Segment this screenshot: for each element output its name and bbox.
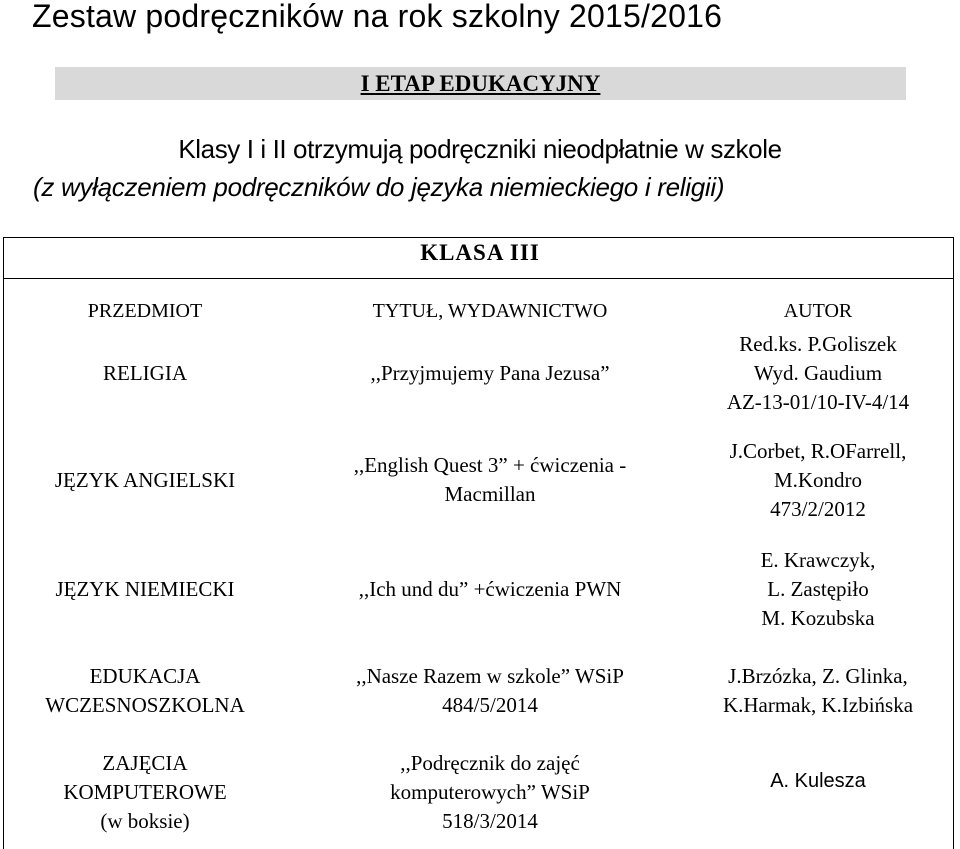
subject-line: RELIGIA: [103, 360, 187, 385]
title-line: komputerowych” WSiP: [390, 779, 590, 804]
author-line: A. Kulesza: [770, 769, 866, 792]
author-line: Wyd. Gaudium: [753, 360, 883, 385]
subject-line: EDUKACJA: [89, 664, 201, 688]
header-title-publisher: TYTUŁ, WYDAWNICTWO: [372, 299, 608, 322]
education-stage-heading: I ETAP EDUKACYJNY: [55, 67, 906, 100]
title-cell: [300, 435, 680, 525]
author-line: M. Kozubska: [761, 605, 875, 630]
author-cell: [680, 766, 956, 796]
title-line: ,,Podręcznik do zajęć: [400, 750, 580, 775]
author-cell: [680, 544, 956, 634]
table-divider: [3, 278, 954, 279]
author-cell: [680, 660, 956, 722]
subject-line: JĘZYK ANGIELSKI: [54, 467, 236, 492]
author-line: 473/2/2012: [770, 496, 866, 521]
header-author: AUTOR: [783, 299, 853, 322]
class-title: KLASA III: [420, 240, 540, 265]
author-line: K.Harmak, K.Izbińska: [722, 693, 914, 717]
subject-cell: [10, 328, 280, 418]
title-line: Macmillan: [444, 482, 536, 506]
author-line: Red.ks. P.Goliszek: [739, 331, 897, 356]
author-line: J.Brzózka, Z. Glinka,: [728, 664, 908, 688]
title-line: ,,English Quest 3” + ćwiczenia -: [353, 453, 627, 477]
free-textbooks-exclusion-note: (z wyłączeniem podręczników do języka niemieckiego i religii): [33, 172, 725, 202]
title-line: 518/3/2014: [442, 808, 538, 833]
title-cell: [300, 544, 680, 634]
author-cell: [680, 435, 956, 525]
author-line: J.Corbet, R.OFarrell,: [729, 438, 907, 463]
subject-line: WCZESNOSZKOLNA: [45, 693, 245, 717]
title-cell: [300, 660, 680, 722]
title-cell: [300, 746, 680, 838]
free-textbooks-note: Klasy I i II otrzymują podręczniki nieodpłatnie w szkole: [178, 134, 782, 164]
author-line: M.Kondro: [773, 467, 863, 492]
subject-line: ZAJĘCIA: [102, 750, 188, 775]
author-line: AZ-13-01/10-IV-4/14: [726, 389, 910, 414]
author-cell: [680, 328, 956, 418]
author-line: L. Zastępiło: [767, 576, 869, 601]
subject-cell: [10, 544, 280, 634]
subject-cell: [10, 660, 280, 722]
title-line: ,,Ich und du” +ćwiczenia PWN: [358, 576, 622, 601]
author-line: E. Krawczyk,: [760, 547, 876, 572]
subject-line: (w boksie): [100, 808, 190, 833]
title-line: 484/5/2014: [442, 693, 538, 717]
subject-cell: [10, 746, 280, 838]
subject-cell: [10, 435, 280, 525]
header-subject: PRZEDMIOT: [87, 299, 203, 322]
title-line: ,,Przyjmujemy Pana Jezusa”: [370, 360, 610, 385]
subject-line: JĘZYK NIEMIECKI: [55, 576, 235, 601]
title-cell: [300, 328, 680, 418]
title-line: ,,Nasze Razem w szkole” WSiP: [356, 664, 624, 688]
document-title: Zestaw podręczników na rok szkolny 2015/2016: [32, 0, 723, 34]
subject-line: KOMPUTEROWE: [63, 779, 227, 804]
